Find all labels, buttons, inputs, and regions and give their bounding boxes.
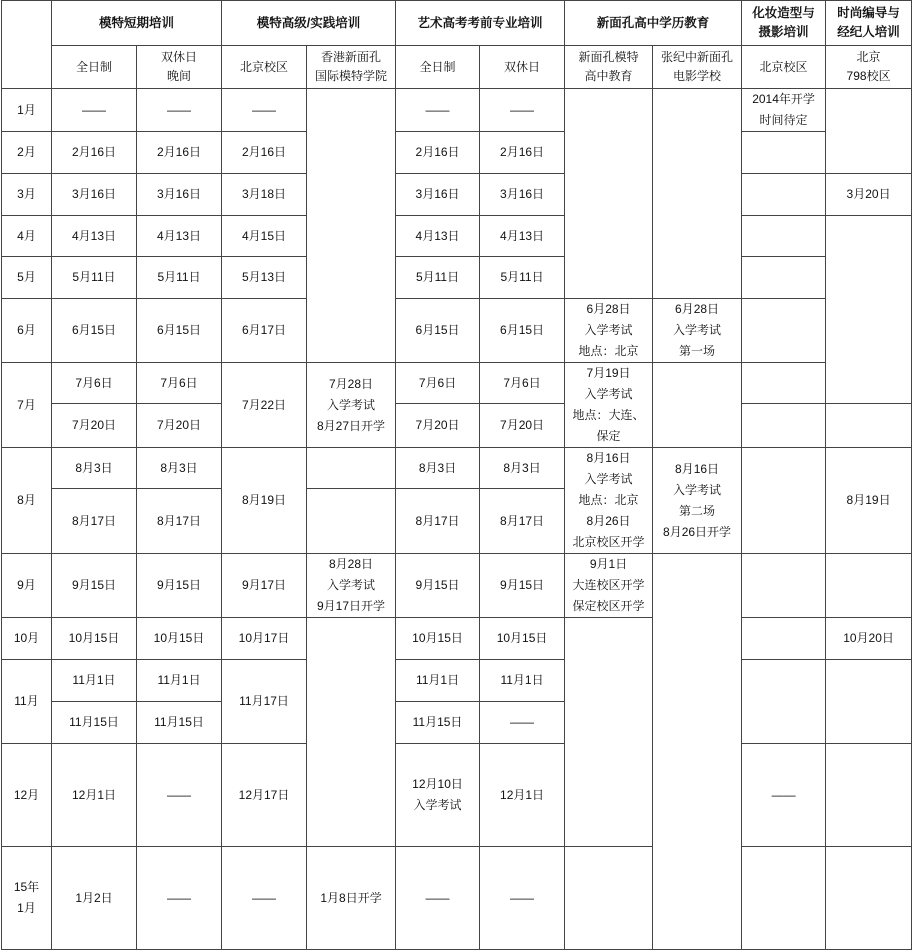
month-label: 6月 bbox=[2, 299, 52, 363]
table-cell: 6月15日 bbox=[52, 299, 137, 363]
header-group-model-advanced: 模特高级/实践培训 bbox=[222, 1, 396, 46]
header-sub-model-high-school: 新面孔模特 高中教育 bbox=[565, 46, 653, 89]
table-cell: 6月17日 bbox=[222, 299, 307, 363]
table-cell: 8月16日 入学考试 地点：北京 8月26日 北京校区开学 bbox=[565, 448, 653, 554]
table-cell: 1月2日 bbox=[52, 847, 137, 950]
month-label: 9月 bbox=[2, 554, 52, 618]
header-sub-full-time: 全日制 bbox=[52, 46, 137, 89]
table-cell: 6月15日 bbox=[396, 299, 480, 363]
table-row bbox=[2, 404, 912, 448]
header-sub-weekend-art: 双休日 bbox=[480, 46, 565, 89]
table-cell: —— bbox=[742, 744, 826, 847]
table-cell: 11月1日 bbox=[137, 660, 222, 702]
table-cell: 10月15日 bbox=[137, 618, 222, 660]
table-cell: 5月11日 bbox=[480, 257, 565, 299]
table-row bbox=[2, 554, 912, 618]
table-cell: 7月6日 bbox=[52, 363, 137, 404]
month-label: 4月 bbox=[2, 216, 52, 257]
table-row bbox=[2, 660, 912, 702]
table-cell: 9月15日 bbox=[396, 554, 480, 618]
table-cell: 10月17日 bbox=[222, 618, 307, 660]
table-cell: 11月15日 bbox=[52, 702, 137, 744]
table-cell: —— bbox=[137, 744, 222, 847]
month-label: 7月 bbox=[2, 363, 52, 448]
table-cell bbox=[307, 489, 396, 554]
schedule-table bbox=[1, 0, 912, 950]
header-corner-cell bbox=[2, 1, 52, 89]
table-cell: 8月3日 bbox=[480, 448, 565, 489]
table-cell: —— bbox=[396, 847, 480, 950]
table-cell: 6月28日 入学考试 地点：北京 bbox=[565, 299, 653, 363]
table-cell: 3月18日 bbox=[222, 174, 307, 216]
table-cell: 2月16日 bbox=[137, 132, 222, 174]
table-cell: —— bbox=[137, 847, 222, 950]
header-group-makeup-photo: 化妆造型与 摄影培训 bbox=[742, 1, 826, 46]
table-cell: 2月16日 bbox=[396, 132, 480, 174]
table-cell bbox=[653, 554, 742, 950]
header-sub-798-campus: 北京 798校区 bbox=[826, 46, 912, 89]
table-cell: 7月28日 入学考试 8月27日开学 bbox=[307, 363, 396, 448]
table-cell: 11月15日 bbox=[396, 702, 480, 744]
header-row-subs bbox=[2, 46, 912, 89]
header-group-model-short: 模特短期培训 bbox=[52, 1, 222, 46]
table-cell: 9月15日 bbox=[52, 554, 137, 618]
table-cell: 4月15日 bbox=[222, 216, 307, 257]
table-cell bbox=[742, 363, 826, 404]
table-cell: 6月15日 bbox=[480, 299, 565, 363]
header-sub-weekend-evening: 双休日 晚间 bbox=[137, 46, 222, 89]
header-group-fashion-agent: 时尚编导与 经纪人培训 bbox=[826, 1, 912, 46]
table-cell bbox=[653, 89, 742, 299]
table-cell: 7月20日 bbox=[480, 404, 565, 448]
table-cell: 7月20日 bbox=[137, 404, 222, 448]
table-cell: 3月16日 bbox=[480, 174, 565, 216]
header-row-groups bbox=[2, 1, 912, 46]
header-group-art-exam: 艺术高考考前专业培训 bbox=[396, 1, 565, 46]
table-cell bbox=[742, 404, 826, 448]
table-cell: 8月16日 入学考试 第二场 8月26日开学 bbox=[653, 448, 742, 554]
table-cell: 7月6日 bbox=[137, 363, 222, 404]
table-row bbox=[2, 744, 912, 847]
table-cell bbox=[742, 132, 826, 174]
table-cell: 6月15日 bbox=[137, 299, 222, 363]
table-cell: 11月15日 bbox=[137, 702, 222, 744]
table-cell: 11月1日 bbox=[52, 660, 137, 702]
table-cell: —— bbox=[222, 847, 307, 950]
table-cell: 4月13日 bbox=[137, 216, 222, 257]
header-sub-film-school: 张纪中新面孔 电影学校 bbox=[653, 46, 742, 89]
header-group-high-school: 新面孔高中学历教育 bbox=[565, 1, 742, 46]
table-cell: —— bbox=[52, 89, 137, 132]
month-label: 8月 bbox=[2, 448, 52, 554]
table-cell bbox=[565, 618, 653, 847]
table-cell: 9月15日 bbox=[480, 554, 565, 618]
table-cell: 6月28日 入学考试 第一场 bbox=[653, 299, 742, 363]
table-cell: 9月15日 bbox=[137, 554, 222, 618]
header-sub-beijing-campus: 北京校区 bbox=[222, 46, 307, 89]
table-cell: 7月20日 bbox=[52, 404, 137, 448]
header-sub-hk-academy: 香港新面孔 国际模特学院 bbox=[307, 46, 396, 89]
table-cell: 3月16日 bbox=[137, 174, 222, 216]
table-cell bbox=[742, 847, 826, 950]
table-cell bbox=[742, 257, 826, 299]
table-cell bbox=[742, 448, 826, 554]
table-cell: 5月11日 bbox=[396, 257, 480, 299]
table-cell bbox=[307, 618, 396, 847]
table-cell bbox=[826, 554, 912, 618]
month-label: 12月 bbox=[2, 744, 52, 847]
table-cell: 3月20日 bbox=[826, 174, 912, 216]
table-cell: 12月10日 入学考试 bbox=[396, 744, 480, 847]
table-cell: 2月16日 bbox=[222, 132, 307, 174]
table-cell: 2月16日 bbox=[52, 132, 137, 174]
table-cell: 7月19日 入学考试 地点：大连、 保定 bbox=[565, 363, 653, 448]
table-row bbox=[2, 299, 912, 363]
table-row bbox=[2, 174, 912, 216]
table-cell: —— bbox=[480, 847, 565, 950]
table-cell: 2月16日 bbox=[480, 132, 565, 174]
table-cell: 8月17日 bbox=[396, 489, 480, 554]
month-label: 15年 1月 bbox=[2, 847, 52, 950]
table-cell: 11月1日 bbox=[396, 660, 480, 702]
table-cell: 8月17日 bbox=[137, 489, 222, 554]
table-cell bbox=[307, 89, 396, 363]
month-label: 10月 bbox=[2, 618, 52, 660]
month-label: 5月 bbox=[2, 257, 52, 299]
table-cell: 1月8日开学 bbox=[307, 847, 396, 950]
table-cell: —— bbox=[480, 89, 565, 132]
table-cell bbox=[826, 89, 912, 174]
table-cell: 10月15日 bbox=[396, 618, 480, 660]
month-label: 1月 bbox=[2, 89, 52, 132]
table-row bbox=[2, 216, 912, 257]
table-cell bbox=[742, 554, 826, 618]
table-cell: 7月6日 bbox=[480, 363, 565, 404]
table-row bbox=[2, 257, 912, 299]
table-cell: 9月1日 大连校区开学 保定校区开学 bbox=[565, 554, 653, 618]
table-cell: 8月19日 bbox=[826, 448, 912, 554]
table-cell bbox=[742, 618, 826, 660]
month-label: 11月 bbox=[2, 660, 52, 744]
table-cell bbox=[742, 299, 826, 363]
table-cell: 5月11日 bbox=[52, 257, 137, 299]
table-cell: 12月1日 bbox=[480, 744, 565, 847]
table-cell: 8月28日 入学考试 9月17日开学 bbox=[307, 554, 396, 618]
table-cell bbox=[565, 89, 653, 299]
table-cell bbox=[826, 216, 912, 404]
table-cell: 7月20日 bbox=[396, 404, 480, 448]
table-cell bbox=[826, 744, 912, 847]
header-sub-beijing-campus-makeup: 北京校区 bbox=[742, 46, 826, 89]
table-cell: 7月22日 bbox=[222, 363, 307, 448]
table-cell: —— bbox=[222, 89, 307, 132]
table-cell: —— bbox=[480, 702, 565, 744]
table-cell: 4月13日 bbox=[396, 216, 480, 257]
table-cell: 9月17日 bbox=[222, 554, 307, 618]
table-cell: 4月13日 bbox=[480, 216, 565, 257]
table-cell: 3月16日 bbox=[396, 174, 480, 216]
table-cell: 7月6日 bbox=[396, 363, 480, 404]
table-cell bbox=[742, 216, 826, 257]
table-cell: 10月20日 bbox=[826, 618, 912, 660]
table-cell bbox=[826, 660, 912, 744]
table-cell: 8月3日 bbox=[396, 448, 480, 489]
table-cell bbox=[565, 847, 653, 950]
table-row bbox=[2, 618, 912, 660]
table-cell: 12月17日 bbox=[222, 744, 307, 847]
table-cell: 12月1日 bbox=[52, 744, 137, 847]
table-row bbox=[2, 363, 912, 404]
table-cell bbox=[826, 847, 912, 950]
table-cell bbox=[742, 174, 826, 216]
month-label: 3月 bbox=[2, 174, 52, 216]
table-cell: 8月17日 bbox=[480, 489, 565, 554]
table-cell: 4月13日 bbox=[52, 216, 137, 257]
table-cell: 11月17日 bbox=[222, 660, 307, 744]
table-row bbox=[2, 448, 912, 489]
table-row bbox=[2, 89, 912, 132]
table-cell bbox=[653, 363, 742, 448]
table-cell bbox=[307, 448, 396, 489]
table-row bbox=[2, 132, 912, 174]
header-sub-full-time-art: 全日制 bbox=[396, 46, 480, 89]
table-cell: 11月1日 bbox=[480, 660, 565, 702]
table-cell: 10月15日 bbox=[52, 618, 137, 660]
table-cell: 10月15日 bbox=[480, 618, 565, 660]
table-cell bbox=[742, 660, 826, 744]
table-cell: 2014年开学 时间待定 bbox=[742, 89, 826, 132]
table-cell: 5月11日 bbox=[137, 257, 222, 299]
table-cell: 8月3日 bbox=[52, 448, 137, 489]
month-label: 2月 bbox=[2, 132, 52, 174]
table-cell: 8月19日 bbox=[222, 448, 307, 554]
table-cell: —— bbox=[396, 89, 480, 132]
table-cell: 8月3日 bbox=[137, 448, 222, 489]
table-cell: 3月16日 bbox=[52, 174, 137, 216]
table-cell: 5月13日 bbox=[222, 257, 307, 299]
table-cell: 8月17日 bbox=[52, 489, 137, 554]
table-cell: —— bbox=[137, 89, 222, 132]
table-row bbox=[2, 847, 912, 950]
